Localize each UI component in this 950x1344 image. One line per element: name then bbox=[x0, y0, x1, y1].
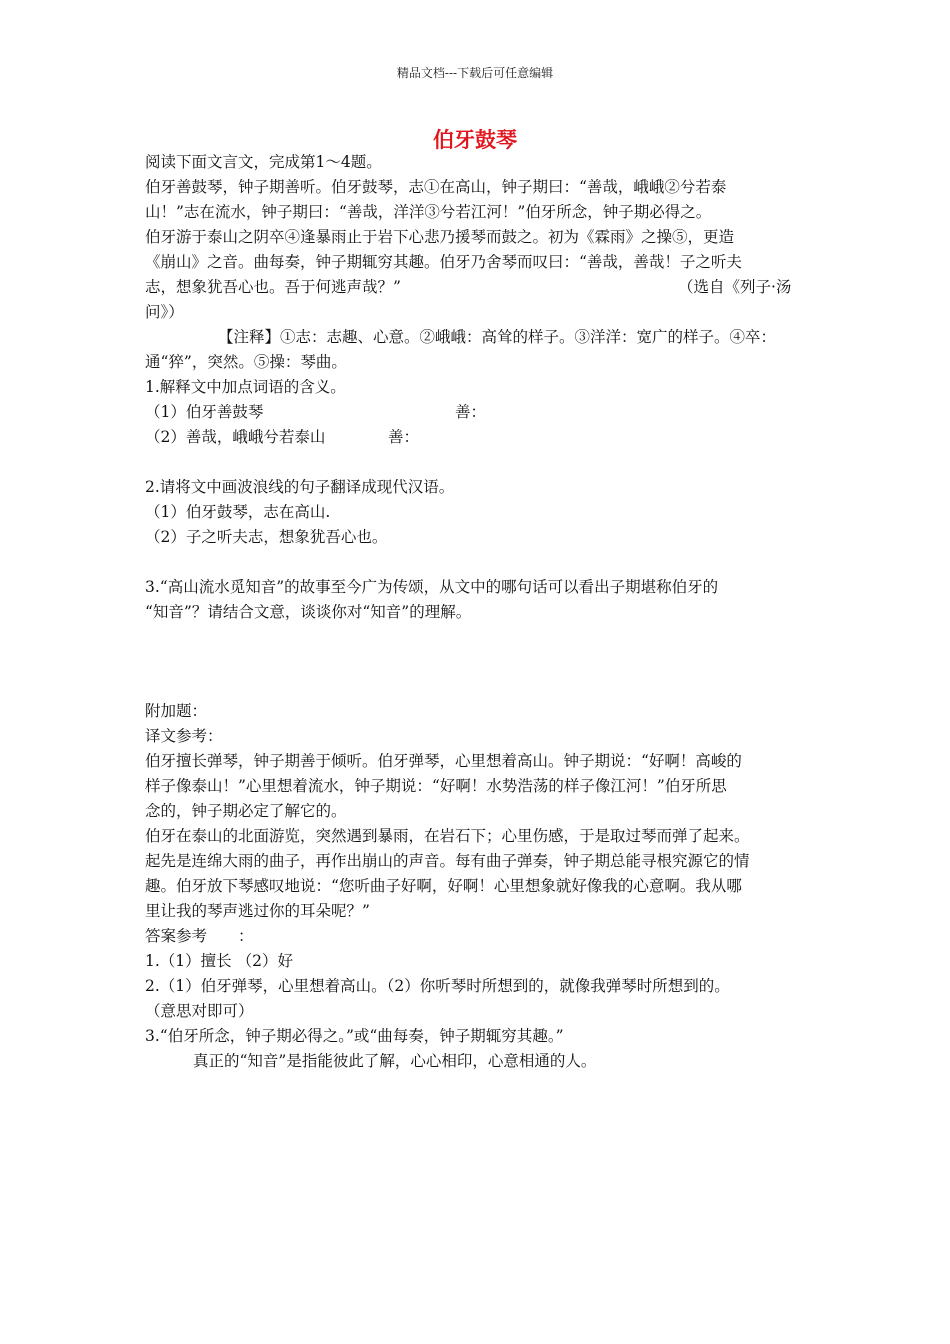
translation-line: 里让我的琴声逃过你的耳朵呢？” bbox=[145, 902, 370, 920]
passage-line: 山！”志在流水，钟子期曰：“善哉，洋洋③兮若江河！”伯牙所念，钟子期必得之。 bbox=[145, 203, 712, 221]
passage-line: 伯牙游于泰山之阴卒④逢暴雨止于岩下心悲乃援琴而鼓之。初为《霖雨》之操⑤，更造 bbox=[145, 228, 735, 246]
question-1a-label: 善： bbox=[455, 403, 487, 421]
question-3-cont: “知音”？请结合文意，谈谈你对“知音”的理解。 bbox=[145, 603, 472, 621]
extra-heading: 附加题： bbox=[145, 702, 208, 720]
question-2b: （2）子之听夫志，想象犹吾心也。 bbox=[145, 528, 388, 546]
answers-heading: 答案参考 bbox=[145, 927, 208, 945]
translation-line: 伯牙在泰山的北面游览，突然遇到暴雨，在岩石下；心里伤感，于是取过琴而弹了起来。 bbox=[145, 827, 750, 845]
page-header: 精品文档---下载后可任意编辑 bbox=[396, 66, 554, 80]
notes: 【注释】①志：志趣、心意。②峨峨：高耸的样子。③洋洋：宽广的样子。④卒： bbox=[218, 328, 777, 346]
answer-line: 1.（1）擅长 （2）好 bbox=[145, 952, 293, 970]
question-1a: （1）伯牙善鼓琴 bbox=[145, 403, 264, 421]
answer-line: （意思对即可） bbox=[145, 1002, 254, 1020]
translation-line: 起先是连绵大雨的曲子，再作出崩山的声音。每有曲子弹奏，钟子期总能寻根究源它的情 bbox=[145, 852, 750, 870]
page-title: 伯牙鼓琴 bbox=[433, 127, 517, 152]
answer-final: 真正的“知音”是指能彼此了解，心心相印，心意相通的人。 bbox=[193, 1052, 597, 1070]
translation-line: 伯牙擅长弹琴，钟子期善于倾听。伯牙弹琴，心里想着高山。钟子期说：“好啊！高峻的 bbox=[145, 752, 742, 770]
question-2a: （1）伯牙鼓琴，志在高山. bbox=[145, 503, 331, 521]
passage-line: 伯牙善鼓琴，钟子期善听。伯牙鼓琴，志①在高山，钟子期曰：“善哉，峨峨②兮若泰 bbox=[145, 178, 727, 196]
question-1b: （2）善哉，峨峨兮若泰山 bbox=[145, 428, 326, 446]
translation-heading: 译文参考： bbox=[145, 727, 223, 745]
translation-line: 样子像泰山！”心里想着流水，钟子期说：“好啊！水势浩荡的样子像江河！”伯牙所思 bbox=[145, 777, 727, 795]
notes-cont: 通“猝”，突然。⑤操：琴曲。 bbox=[145, 353, 347, 371]
question-2-title: 2.请将文中画波浪线的句子翻译成现代汉语。 bbox=[145, 478, 455, 496]
answer-line: 3.“伯牙所念，钟子期必得之。”或“曲每奏，钟子期辄穷其趣。” bbox=[145, 1027, 564, 1045]
question-1b-label: 善： bbox=[388, 428, 420, 446]
passage-line: 《崩山》之音。曲每奏，钟子期辄穷其趣。伯牙乃舍琴而叹曰：“善哉，善哉！子之听夫 bbox=[145, 253, 742, 271]
passage-line: 志，想象犹吾心也。吾于何逃声哉？” bbox=[145, 278, 401, 296]
answers-heading-colon: ： bbox=[238, 927, 254, 945]
question-3: 3.“高山流水觅知音”的故事至今广为传颂，从文中的哪句话可以看出子期堪称伯牙的 bbox=[145, 578, 719, 596]
source-citation-cont: 问》） bbox=[145, 303, 184, 321]
translation-line: 念的，钟子期必定了解它的。 bbox=[145, 802, 347, 820]
intro-text: 阅读下面文言文，完成第1～4题。 bbox=[145, 153, 382, 171]
translation-line: 趣。伯牙放下琴感叹地说：“您听曲子好啊，好啊！心里想象就好像我的心意啊。我从哪 bbox=[145, 877, 742, 895]
question-1-title: 1.解释文中加点词语的含义。 bbox=[145, 378, 346, 396]
answer-line: 2.（1）伯牙弹琴，心里想着高山。（2）你听琴时所想到的，就像我弹琴时所想到的。 bbox=[145, 977, 730, 995]
source-citation: （选自《列子·汤 bbox=[678, 278, 792, 296]
